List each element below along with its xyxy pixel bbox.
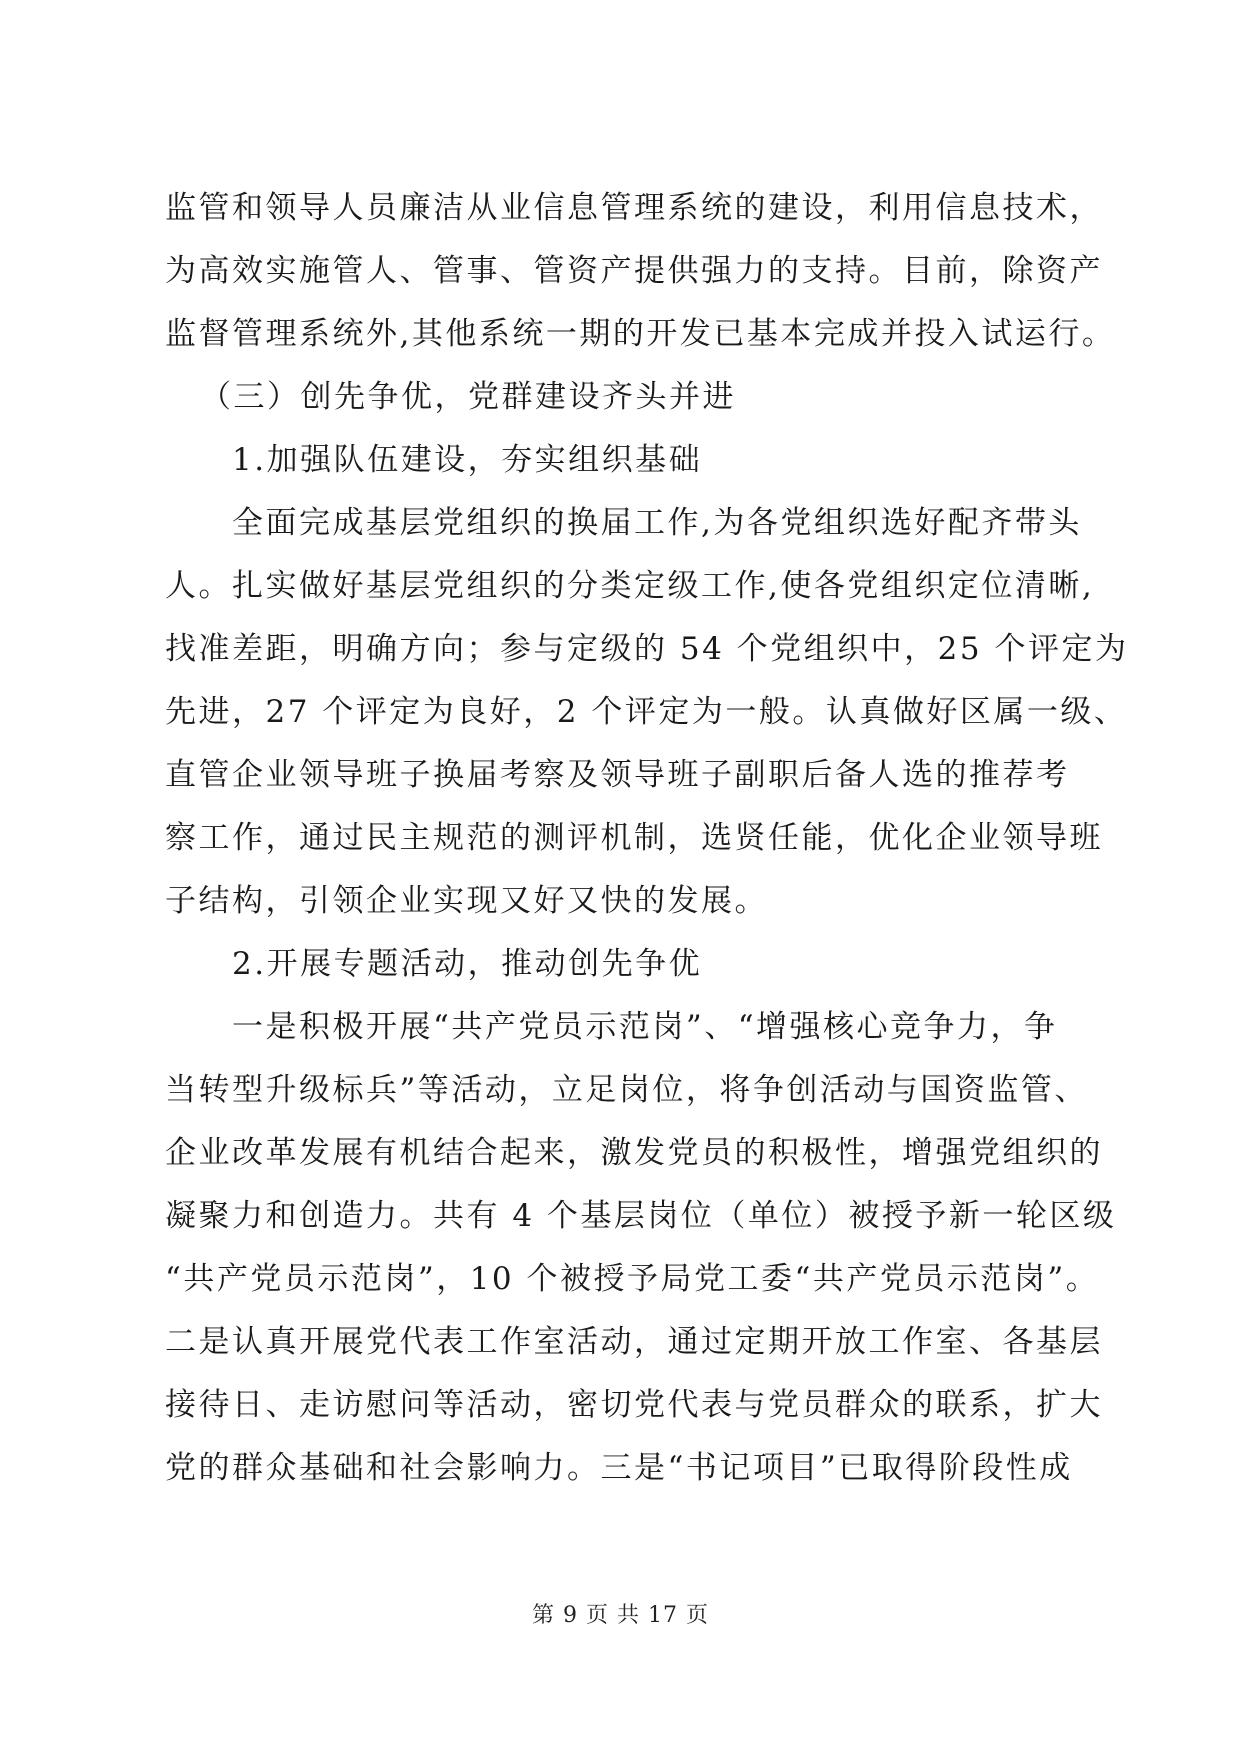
subsection-heading: 1.加强队伍建设，夯实组织基础 (232, 442, 703, 478)
page-number-footer: 第 9 页 共 17 页 (532, 1603, 709, 1628)
paragraph-line: “共产党员示范岗”，10 个被授予局党工委“共产党员示范岗”。 (165, 1261, 1100, 1297)
paragraph-line: 找准差距，明确方向；参与定级的 54 个党组织中，25 个评定为 (165, 631, 1129, 667)
paragraph-line: 监督管理系统外,其他系统一期的开发已基本完成并投入试运行。 (165, 316, 1116, 352)
paragraph-line: 察工作，通过民主规范的测评机制，选贤任能，优化企业领导班 (165, 820, 1103, 856)
section-heading: （三）创先争优，党群建设齐头并进 (200, 379, 736, 415)
paragraph-line: 一是积极开展“共产党员示范岗”、“增强核心竞争力，争 (232, 1009, 1058, 1045)
paragraph-line: 当转型升级标兵”等活动，立足岗位，将争创活动与国资监管、 (165, 1072, 1088, 1108)
paragraph-line: 企业改革发展有机结合起来，激发党员的积极性，增强党组织的 (165, 1135, 1103, 1171)
paragraph-line: 全面完成基层党组织的换届工作,为各党组织选好配齐带头 (232, 505, 1082, 541)
paragraph-line: 二是认真开展党代表工作室活动，通过定期开放工作室、各基层 (165, 1324, 1103, 1360)
paragraph-line: 接待日、走访慰问等活动，密切党代表与党员群众的联系，扩大 (165, 1387, 1103, 1423)
paragraph-line: 监管和领导人员廉洁从业信息管理系统的建设，利用信息技术， (165, 190, 1103, 226)
subsection-heading: 2.开展专题活动，推动创先争优 (232, 946, 703, 982)
paragraph-line: 为高效实施管人、管事、管资产提供强力的支持。目前，除资产 (165, 253, 1103, 289)
paragraph-line: 子结构，引领企业实现又好又快的发展。 (165, 883, 768, 919)
paragraph-line: 先进，27 个评定为良好，2 个评定为一般。认真做好区属一级、 (165, 694, 1128, 730)
paragraph-line: 党的群众基础和社会影响力。三是“书记项目”已取得阶段性成 (165, 1450, 1073, 1486)
paragraph-line: 直管企业领导班子换届考察及领导班子副职后备人选的推荐考 (165, 757, 1070, 793)
paragraph-line: 凝聚力和创造力。共有 4 个基层岗位（单位）被授予新一轮区级 (165, 1198, 1117, 1234)
paragraph-line: 人。扎实做好基层党组织的分类定级工作,使各党组织定位清晰, (165, 568, 1095, 604)
